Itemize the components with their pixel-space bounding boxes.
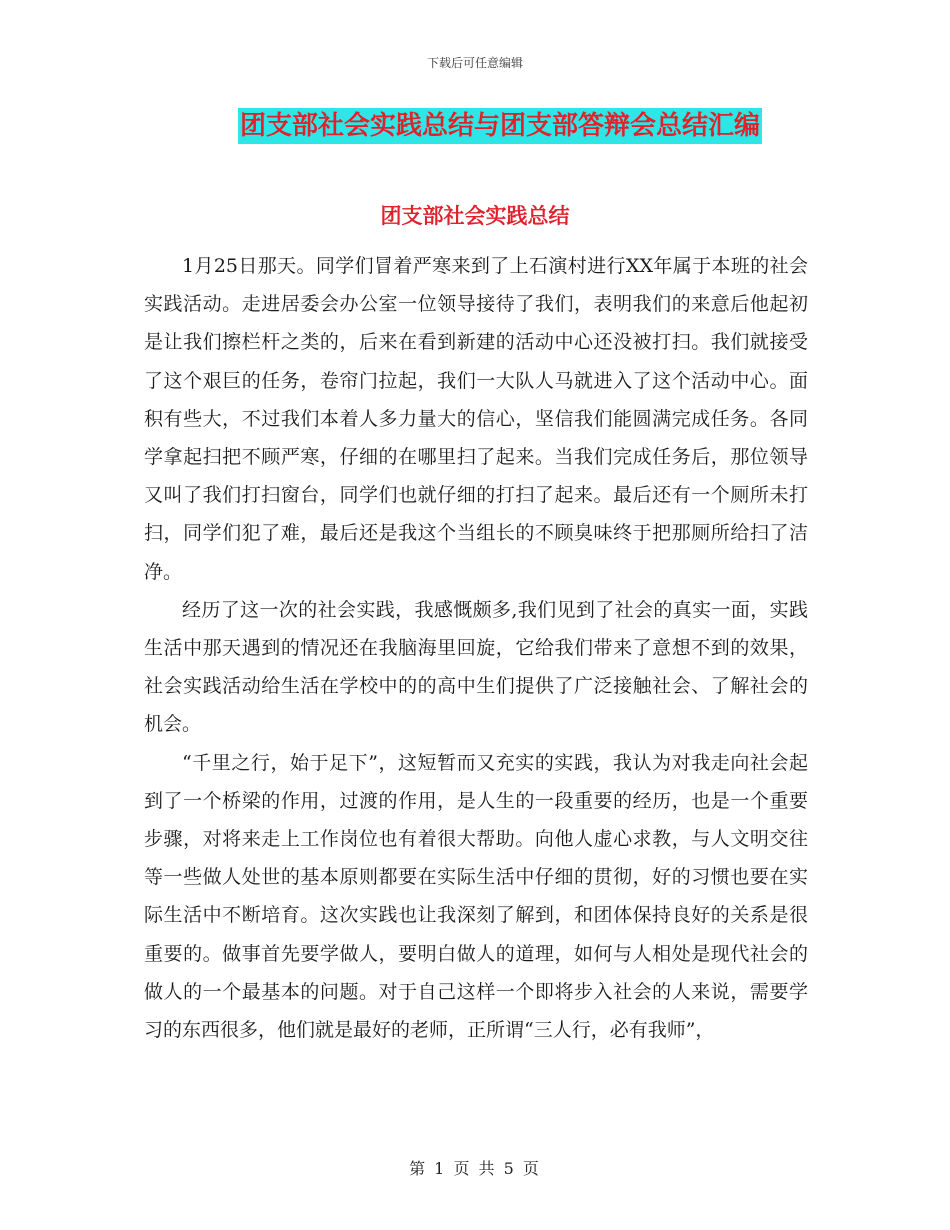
paragraph: 1月25日那天。同学们冒着严寒来到了上石演村进行XX年属于本班的社会实践活动。走进居委会办公室一位领导接待了我们，表明我们的来意后他起初是让我们擦栏杆之类的，后来在看到新建的活动中心还没被打扫。我们就接受了这个艰巨的任务，卷帘门拉起，我们一大队人马就进入了这个活动中心。面积有些大，不过我们本着人多力量大的信心，坚信我们能圆满完成任务。各同学拿起扫把不顾严寒，仔细的在哪里扫了起来。当我们完成任务后，那位领导又叫了我们打扫窗台，同学们也就仔细的打扫了起来。最后还有一个厕所未打扫，同学们犯了难，最后还是我这个当组长的不顾臭味终于把那厕所给扫了洁净。 (144, 255, 808, 583)
header-note: 下载后可任意编辑 (426, 56, 523, 70)
main-title: 团支部社会实践总结与团支部答辩会总结汇编 (238, 108, 762, 144)
main-title-container (0, 108, 950, 144)
paragraph: “千里之行，始于足下”，这短暂而又充实的实践，我认为对我走向社会起到了一个桥梁的作用，过渡的作用，是人生的一段重要的经历，也是一个重要步骤，对将来走上工作岗位也有着很大帮助。向他人虚心求教，与人文明交往等一些做人处世的基本原则都要在实际生活中仔细的贯彻，好的习惯也要在实际生活中不断培育。这次实践也让我深刻了解到，和团体保持良好的关系是很重要的。做事首先要学做人，要明白做人的道理，如何与人相处是现代社会的做人的一个最基本的问题。对于自己这样一个即将步入社会的人来说，需要学习的东西很多，他们就是最好的老师，正所谓“三人行，必有我师”， (144, 751, 808, 1042)
section-title: 团支部社会实践总结 (380, 204, 570, 228)
body-text (144, 247, 808, 1049)
paragraph: 经历了这一次的社会实践，我感慨颇多,我们见到了社会的真实一面，实践生活中那天遇到的情况还在我脑海里回旋，它给我们带来了意想不到的效果，社会实践活动给生活在学校中的的高中生们提供了广泛接触社会、了解社会的机会。 (144, 598, 808, 736)
page-indicator: 第 1 页 共 5 页 (409, 1159, 541, 1178)
